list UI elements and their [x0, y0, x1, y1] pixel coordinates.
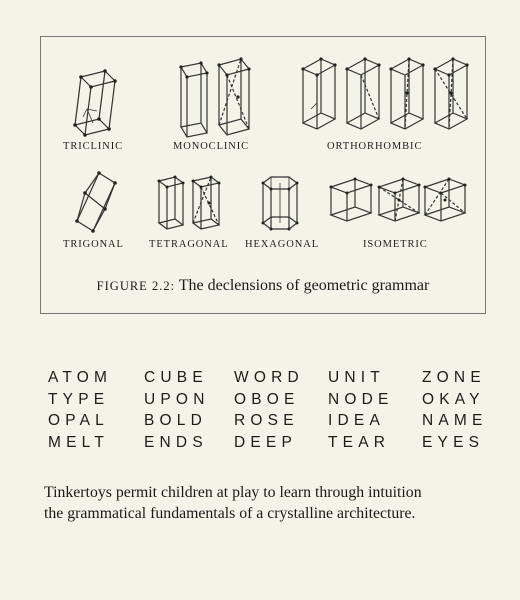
word-cell: DEEP	[234, 433, 298, 451]
tetragonal-label: TETRAGONAL	[149, 239, 229, 250]
word-cell: ATOM	[48, 369, 113, 386]
isometric-crystal-illustration	[327, 175, 467, 227]
word-cell: IDEA	[328, 412, 385, 429]
word-cell: ZONE	[422, 369, 486, 386]
word-cell: WORD	[234, 369, 304, 386]
trigonal-crystal-illustration	[71, 169, 121, 235]
word-cell: UPON	[144, 390, 210, 408]
tetragonal-crystal-illustration	[157, 173, 231, 233]
body-line: the grammatical fundamentals of a crystalline architecture.	[44, 505, 416, 522]
body-paragraph	[44, 482, 504, 524]
isometric-label: ISOMETRIC	[363, 239, 428, 250]
figure-number: FIGURE 2.2:	[96, 279, 176, 293]
word-cell: ENDS	[144, 433, 208, 451]
word-cell: CUBE	[144, 369, 208, 386]
orthorhombic-label: ORTHORHOMBIC	[327, 141, 423, 152]
figure-caption	[41, 277, 485, 295]
word-cell: MELT	[48, 433, 109, 451]
body-line: Tinkertoys permit children at play to learn through intuition	[44, 484, 422, 501]
hexagonal-label: HEXAGONAL	[245, 239, 320, 250]
monoclinic-label: MONOCLINIC	[173, 141, 250, 152]
word-cell: EYES	[422, 433, 485, 451]
figure-caption-text: The declensions of geometric grammar	[175, 277, 430, 294]
word-cell: OKAY	[422, 390, 485, 408]
word-cell: NAME	[422, 412, 488, 429]
word-cell: OPAL	[48, 412, 110, 429]
trigonal-label: TRIGONAL	[63, 239, 124, 250]
crystal-figure	[40, 36, 486, 314]
orthorhombic-crystal-illustration	[299, 53, 475, 139]
hexagonal-crystal-illustration	[259, 173, 303, 233]
triclinic-crystal-illustration	[71, 59, 121, 145]
word-cell: UNIT	[328, 369, 385, 386]
triclinic-label: TRICLINIC	[63, 141, 124, 152]
word-cell: BOLD	[144, 412, 208, 429]
word-cell: TYPE	[48, 390, 110, 408]
word-cell: OBOE	[234, 390, 300, 408]
word-cell: NODE	[328, 390, 394, 408]
monoclinic-crystal-illustration	[177, 55, 257, 141]
word-cell: ROSE	[234, 412, 299, 429]
word-cell: TEAR	[328, 433, 391, 451]
